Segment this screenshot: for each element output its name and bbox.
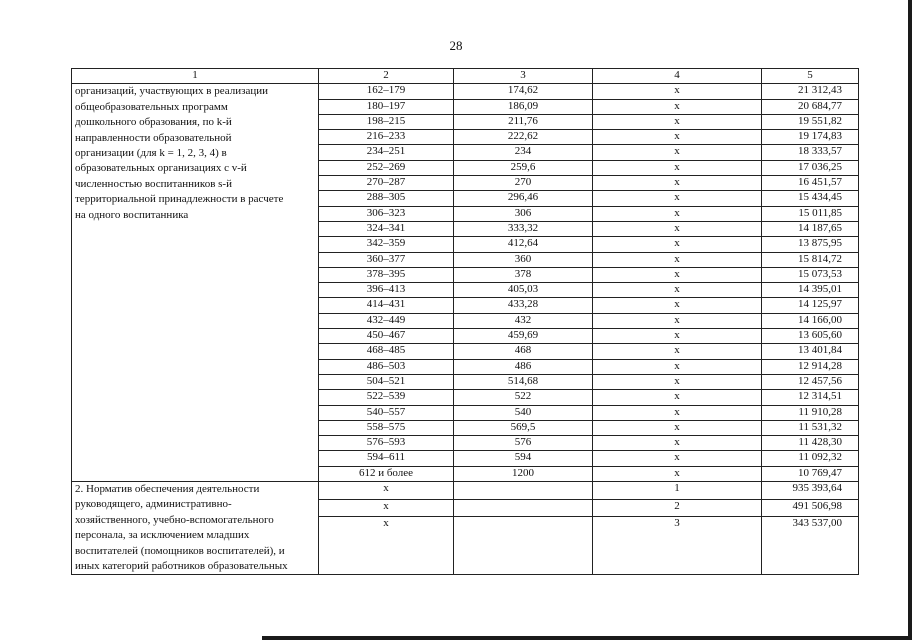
header-col-1: 1: [72, 69, 319, 84]
cell-col-2: 270–287: [319, 176, 454, 191]
header-col-4: 4: [593, 69, 762, 84]
cell-col-4: х: [593, 283, 762, 298]
header-col-3: 3: [454, 69, 593, 84]
cell-col-5: 19 551,82: [762, 114, 859, 129]
cell-col-4: х: [593, 176, 762, 191]
cell-col-4: х: [593, 84, 762, 99]
cell-col-2: 540–557: [319, 405, 454, 420]
cell-col-2: 396–413: [319, 283, 454, 298]
cell-col-4: х: [593, 237, 762, 252]
cell-col-3: 296,46: [454, 191, 593, 206]
cell-col-4: х: [593, 298, 762, 313]
cell-col-2: 180–197: [319, 99, 454, 114]
cell-col-3: 259,6: [454, 160, 593, 175]
page-edge-bottom: [262, 636, 912, 640]
cell-col-2: 360–377: [319, 252, 454, 267]
cell-col-5: 20 684,77: [762, 99, 859, 114]
cell-col-3: 405,03: [454, 283, 593, 298]
cell-col-3: 594: [454, 451, 593, 466]
cell-col-4: х: [593, 420, 762, 435]
cell-col-2: 342–359: [319, 237, 454, 252]
cell-col-4: х: [593, 267, 762, 282]
cell-col-4: х: [593, 252, 762, 267]
section-1-description-cell: [72, 84, 319, 482]
cell-col-3: 360: [454, 252, 593, 267]
cell-col-2: 378–395: [319, 267, 454, 282]
cell-col-3: 378: [454, 267, 593, 282]
cell-col-5: 14 166,00: [762, 313, 859, 328]
cell-col-5: 11 092,32: [762, 451, 859, 466]
cell-col-3: [454, 517, 593, 575]
section-2-description: 2. Норматив обеспечения деятельности руководящего, административно- хозяйственного, учебно-вспомогательного персонала, за исключением младших воспитателей (помощников воспитателей), и иных категорий работников образовательных: [75, 483, 288, 573]
table-row: [72, 84, 859, 99]
cell-col-2: 594–611: [319, 451, 454, 466]
cell-col-4: х: [593, 160, 762, 175]
cell-col-4: х: [593, 374, 762, 389]
cell-col-2: 468–485: [319, 344, 454, 359]
cell-col-2: 324–341: [319, 221, 454, 236]
cell-col-2: 414–431: [319, 298, 454, 313]
cell-col-2: 306–323: [319, 206, 454, 221]
cell-col-5: 16 451,57: [762, 176, 859, 191]
cell-col-4: х: [593, 390, 762, 405]
table-header-row: [72, 69, 859, 84]
cell-col-3: 186,09: [454, 99, 593, 114]
header-col-5: 5: [762, 69, 859, 84]
page-edge-right: [908, 0, 912, 640]
cell-col-3: 576: [454, 436, 593, 451]
normative-table: [71, 68, 859, 575]
cell-col-2: 288–305: [319, 191, 454, 206]
cell-col-4: х: [593, 344, 762, 359]
cell-col-2: 234–251: [319, 145, 454, 160]
cell-col-5: 13 605,60: [762, 329, 859, 344]
cell-col-2: 486–503: [319, 359, 454, 374]
cell-col-4: х: [593, 359, 762, 374]
table-row: [72, 482, 859, 500]
cell-col-5: 14 187,65: [762, 221, 859, 236]
cell-col-4: х: [593, 221, 762, 236]
cell-col-5: 13 875,95: [762, 237, 859, 252]
cell-col-5: 17 036,25: [762, 160, 859, 175]
cell-col-2: 162–179: [319, 84, 454, 99]
cell-col-3: 433,28: [454, 298, 593, 313]
cell-col-3: 459,69: [454, 329, 593, 344]
cell-col-2: 432–449: [319, 313, 454, 328]
cell-col-5: 12 457,56: [762, 374, 859, 389]
cell-col-3: 432: [454, 313, 593, 328]
cell-col-2: 576–593: [319, 436, 454, 451]
cell-col-3: 306: [454, 206, 593, 221]
cell-col-5: 13 401,84: [762, 344, 859, 359]
cell-col-4: х: [593, 436, 762, 451]
cell-col-5: 12 314,51: [762, 390, 859, 405]
cell-col-3: 522: [454, 390, 593, 405]
page-number: 28: [449, 38, 463, 53]
cell-col-2: 504–521: [319, 374, 454, 389]
section-2-description-cell: [72, 482, 319, 575]
cell-col-4: х: [593, 466, 762, 481]
cell-col-5: 14 395,01: [762, 283, 859, 298]
cell-col-4: 1: [593, 482, 762, 500]
cell-col-5: 15 814,72: [762, 252, 859, 267]
cell-col-5: 15 011,85: [762, 206, 859, 221]
cell-col-2: 612 и более: [319, 466, 454, 481]
cell-col-2: х: [319, 499, 454, 517]
cell-col-3: 234: [454, 145, 593, 160]
cell-col-3: 270: [454, 176, 593, 191]
cell-col-4: х: [593, 130, 762, 145]
cell-col-5: 10 769,47: [762, 466, 859, 481]
cell-col-4: х: [593, 313, 762, 328]
cell-col-4: х: [593, 405, 762, 420]
cell-col-2: 198–215: [319, 114, 454, 129]
cell-col-5: 15 073,53: [762, 267, 859, 282]
cell-col-3: [454, 499, 593, 517]
cell-col-4: 2: [593, 499, 762, 517]
cell-col-4: х: [593, 114, 762, 129]
cell-col-3: 569,5: [454, 420, 593, 435]
cell-col-2: 522–539: [319, 390, 454, 405]
cell-col-3: 540: [454, 405, 593, 420]
cell-col-5: 11 910,28: [762, 405, 859, 420]
cell-col-2: х: [319, 517, 454, 575]
cell-col-3: 514,68: [454, 374, 593, 389]
cell-col-5: 19 174,83: [762, 130, 859, 145]
header-col-2: 2: [319, 69, 454, 84]
cell-col-4: х: [593, 145, 762, 160]
cell-col-3: 222,62: [454, 130, 593, 145]
cell-col-2: 252–269: [319, 160, 454, 175]
cell-col-4: 3: [593, 517, 762, 575]
cell-col-3: 412,64: [454, 237, 593, 252]
cell-col-4: х: [593, 191, 762, 206]
cell-col-2: 450–467: [319, 329, 454, 344]
cell-col-5: 935 393,64: [762, 482, 859, 500]
cell-col-2: 558–575: [319, 420, 454, 435]
cell-col-5: 18 333,57: [762, 145, 859, 160]
cell-col-4: х: [593, 99, 762, 114]
cell-col-4: х: [593, 451, 762, 466]
cell-col-3: 333,32: [454, 221, 593, 236]
cell-col-5: 491 506,98: [762, 499, 859, 517]
cell-col-5: 343 537,00: [762, 517, 859, 575]
cell-col-3: [454, 482, 593, 500]
cell-col-5: 15 434,45: [762, 191, 859, 206]
cell-col-3: 468: [454, 344, 593, 359]
cell-col-5: 11 428,30: [762, 436, 859, 451]
cell-col-5: 14 125,97: [762, 298, 859, 313]
cell-col-5: 21 312,43: [762, 84, 859, 99]
cell-col-3: 486: [454, 359, 593, 374]
cell-col-3: 211,76: [454, 114, 593, 129]
cell-col-4: х: [593, 329, 762, 344]
cell-col-5: 12 914,28: [762, 359, 859, 374]
cell-col-3: 174,62: [454, 84, 593, 99]
section-1-description: организаций, участвующих в реализации общеобразовательных программ дошкольного образования, по k-й направленности образовательной организации (для k = 1, 2, 3, 4) в образовательных организациях с v-й численностью воспитанников s-й территориальной принадлежности в расчете на одного воспитанника: [75, 85, 284, 221]
cell-col-2: 216–233: [319, 130, 454, 145]
cell-col-3: 1200: [454, 466, 593, 481]
cell-col-4: х: [593, 206, 762, 221]
cell-col-5: 11 531,32: [762, 420, 859, 435]
cell-col-2: х: [319, 482, 454, 500]
